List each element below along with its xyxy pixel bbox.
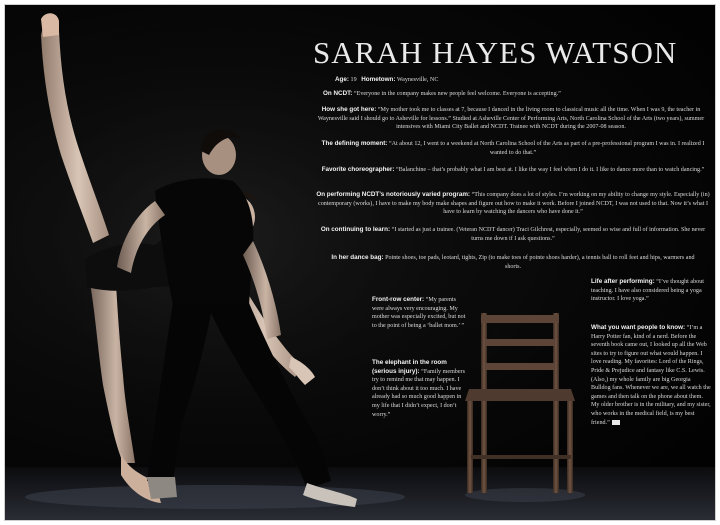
age-label: Age: <box>335 76 349 83</box>
continuing-to-learn-paragraph <box>315 226 711 243</box>
defining-moment-paragraph <box>315 140 711 157</box>
how-she-got-here-paragraph <box>313 106 709 132</box>
learn-label: On continuing to learn: <box>320 226 391 233</box>
age-hometown <box>335 76 635 85</box>
dance-bag-paragraph <box>325 254 701 271</box>
varied-label: On performing NCDT’s notoriously varied program: <box>316 191 471 198</box>
want-text: “I’m a Harry Potter fan, kind of a nerd. Before the seventh book came out, I looked up all the Web sites to try to figure out what would happen. I love reading. My favorites: Lord of the Rings, Pride & Prejudice and fantasy like C.S. Lewis. (Also,) my whole family are big Georgia Bulldog fans. Whenever we are, we all watch the games and then talk on the phone about them. My older brother is in the military, and my sister, who works in the medical field, is my best friend.” <box>591 325 711 426</box>
end-mark-icon <box>612 420 620 425</box>
favorite-choreographer-paragraph <box>315 166 711 175</box>
page-title: SARAH HAYES WATSON <box>313 35 678 70</box>
front-text: “My parents were always very encouraging. My mother was especially excited, but not to the point of being a ‘ballet mom.’ ” <box>372 297 466 329</box>
varied-program-paragraph <box>315 191 711 217</box>
want-people-to-know-paragraph <box>591 324 711 427</box>
on-ncdt-paragraph <box>323 90 703 99</box>
life-after-performing-paragraph <box>591 278 711 304</box>
magazine-spread <box>4 4 716 521</box>
front-row-paragraph <box>372 296 468 330</box>
age-value: 19 <box>350 77 357 83</box>
fav-text: “Balanchine – that’s probably what I am best at. I like the way I feel when I do it. I like to dance more than to watch dancing.” <box>396 167 705 173</box>
elephant-paragraph <box>372 359 468 419</box>
want-label: What you want people to know: <box>591 324 686 331</box>
on-ncdt-label: On NCDT: <box>323 90 353 97</box>
hometown-label: Hometown: <box>361 76 396 83</box>
learn-text: “I started as just a trainee. (Veteran NCDT dancer) Traci Gilchrest, especially, seemed so wise and full of information. She never turns me down if I ask questions.” <box>391 227 706 242</box>
moment-label: The defining moment: <box>321 140 388 147</box>
how-label: How she got here: <box>321 106 377 113</box>
after-text: “I’ve thought about teaching. I have also considered being a yoga instructor. I love yoga.” <box>591 279 704 303</box>
moment-text: “At about 12, I went to a weekend at North Carolina School of the Arts as part of a pre-professional program I was in. I realized I wanted to do that.” <box>388 141 705 156</box>
front-label: Front-row center: <box>372 296 425 303</box>
elephant-label: The elephant in the room (serious injury): <box>372 359 447 375</box>
how-text: “My mother took me to classes at 7, because I danced in the living room to classical music all the time. When I was 9, the teacher in Waynesville said I should go to Asheville for lessons.” Studied at Asheville Center of Performing Arts, North Carolina School of the Arts (two years), summer intensives with Miami City Ballet and NCDT. Trainee with NCDT during the 2007-08 season. <box>317 107 705 131</box>
bag-text: Pointe shoes, toe pads, leotard, tights, Zip (to make toes of pointe shoes harder), a tennis ball to roll feet and hips, warmers and shorts. <box>385 255 695 270</box>
fav-label: Favorite choreographer: <box>321 166 395 173</box>
bag-label: In her dance bag: <box>331 254 384 261</box>
elephant-text: “Family members try to remind me that may happen. I don’t think about it too much. I have already had so much good happen in my life that I didn’t expect, I don’t worry.” <box>372 368 465 418</box>
on-ncdt-text: “Everyone in the company makes new people feel welcome. Everyone is accepting.” <box>353 91 561 97</box>
hometown-value: Waynesville, NC <box>396 77 439 83</box>
after-label: Life after performing: <box>591 278 655 285</box>
varied-text: “This company does a lot of styles. I’m working on my ability to change my style. Especially (in) contemporary (works), I have to make my body make shapes and figure out how to make it work. Before I joined NCDT, I was not used to that. Now it’s what I have to learn by watching the dancers who have done it.” <box>318 192 710 216</box>
